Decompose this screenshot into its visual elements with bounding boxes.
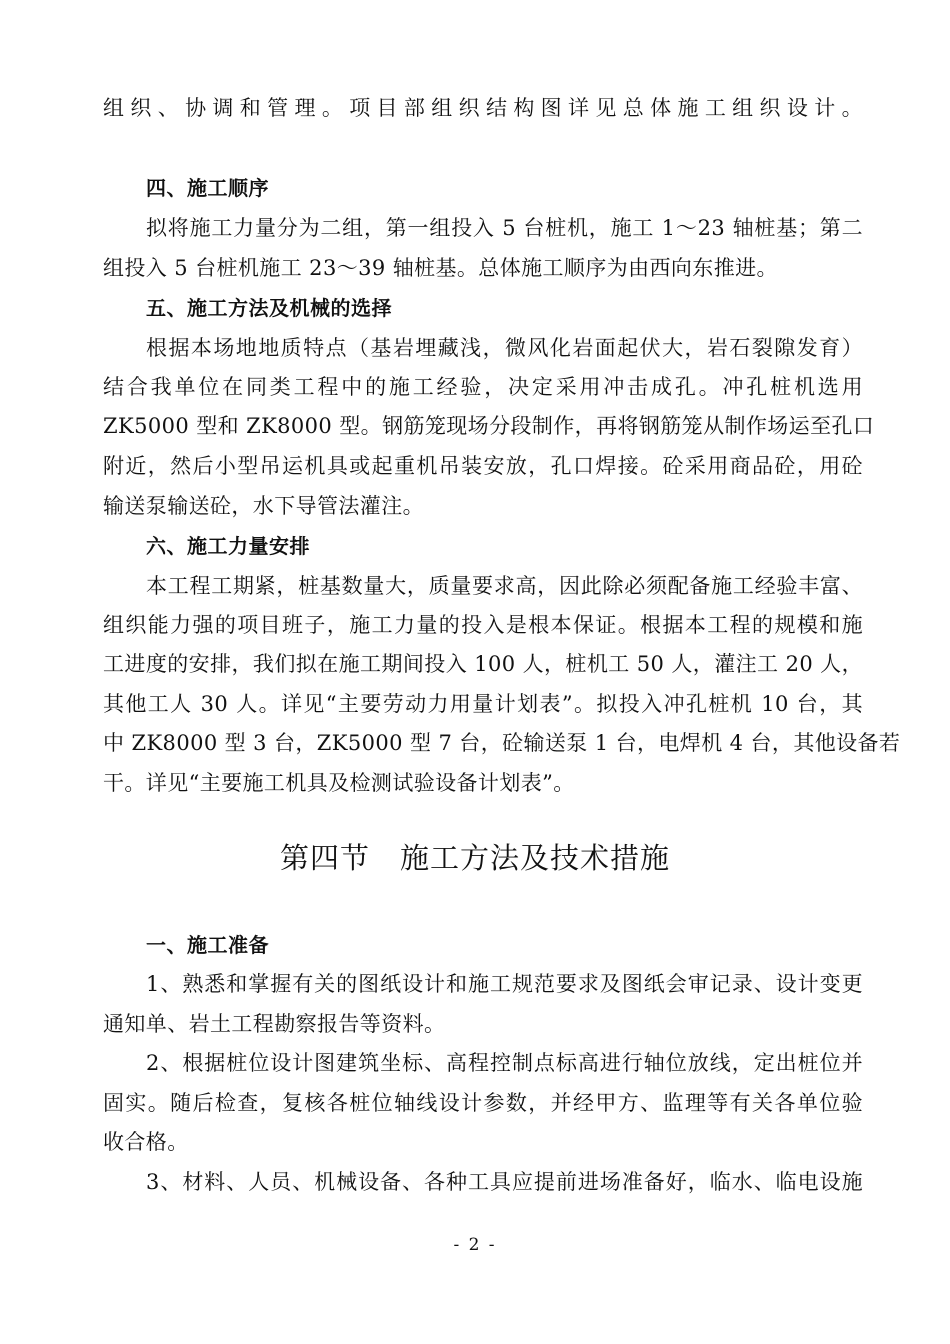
paragraph-line: 通知单、岩土工程勘察报告等资料。 — [103, 1012, 446, 1036]
paragraph-line: 其他工人 30 人。详见“主要劳动力用量计划表”。拟投入冲孔桩机 10 台，其 — [103, 692, 863, 716]
paragraph-line: 输送泵输送砼，水下导管法灌注。 — [103, 494, 424, 518]
paragraph-line: 本工程工期紧，桩基数量大，质量要求高，因此除必须配备施工经验丰富、 — [146, 574, 863, 598]
section-heading-methods: 五、施工方法及机械的选择 — [146, 296, 392, 320]
page-number: - 2 - — [453, 1235, 497, 1255]
chapter-title: 第四节 施工方法及技术措施 — [279, 841, 670, 875]
paragraph-line: 根据本场地地质特点（基岩埋藏浅，微风化岩面起伏大，岩石裂隙发育） — [146, 336, 863, 360]
paragraph-line: 拟将施工力量分为二组，第一组投入 5 台桩机，施工 1～23 轴桩基；第二 — [146, 216, 863, 240]
paragraph-line: 组织、协调和管理。项目部组织结构图详见总体施工组织设计。 — [103, 96, 863, 120]
section-heading-workforce: 六、施工力量安排 — [146, 534, 310, 558]
paragraph-line: ZK5000 型和 ZK8000 型。钢筋笼现场分段制作，再将钢筋笼从制作场运至孔口 — [103, 414, 875, 438]
paragraph-line: 收合格。 — [103, 1130, 189, 1154]
paragraph-line: 组织能力强的项目班子，施工力量的投入是根本保证。根据本工程的规模和施 — [103, 613, 863, 637]
section-heading-sequence: 四、施工顺序 — [146, 176, 269, 200]
paragraph-line: 中 ZK8000 型 3 台，ZK5000 型 7 台，砼输送泵 1 台，电焊机 4 台，其他设备若 — [103, 731, 901, 755]
paragraph-line: 组投入 5 台桩机施工 23～39 轴桩基。总体施工顺序为由西向东推进。 — [103, 256, 778, 280]
section-heading-preparation: 一、施工准备 — [146, 933, 269, 957]
paragraph-line: 2、根据桩位设计图建筑坐标、高程控制点标高进行轴位放线，定出桩位并 — [146, 1051, 863, 1075]
paragraph-line: 工进度的安排，我们拟在施工期间投入 100 人，桩机工 50 人，灌注工 20 人， — [103, 652, 863, 676]
paragraph-line: 附近，然后小型吊运机具或起重机吊装安放，孔口焊接。砼采用商品砼，用砼 — [103, 454, 863, 478]
paragraph-line: 固实。随后检查，复核各桩位轴线设计参数，并经甲方、监理等有关各单位验 — [103, 1091, 863, 1115]
paragraph-line: 干。详见“主要施工机具及检测试验设备计划表”。 — [103, 771, 575, 795]
paragraph-line: 3、材料、人员、机械设备、各种工具应提前进场准备好，临水、临电设施 — [146, 1170, 863, 1194]
paragraph-line: 结合我单位在同类工程中的施工经验，决定采用冲击成孔。冲孔桩机选用 — [103, 375, 863, 399]
paragraph-line: 1、熟悉和掌握有关的图纸设计和施工规范要求及图纸会审记录、设计变更 — [146, 972, 863, 996]
